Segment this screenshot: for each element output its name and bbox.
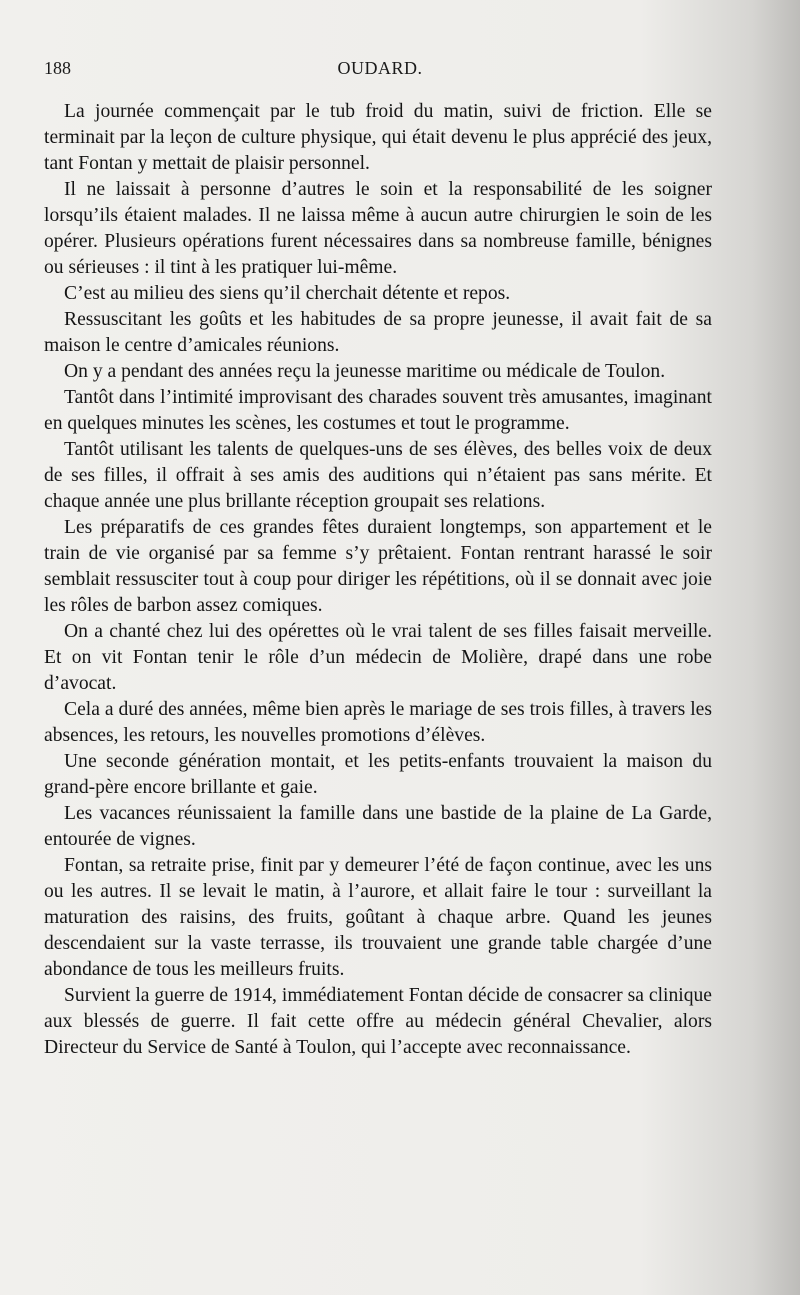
paragraph: Survient la guerre de 1914, immédiatement Fontan décide de consacrer sa clinique aux blessés de guerre. Il fait cette offre au médecin général Chevalier, alors Directeur du Service de Santé à Toulon, qui l’accepte avec reconnaissance. — [44, 985, 712, 1058]
paragraph: Une seconde génération montait, et les petits-enfants trouvaient la maison du grand-père encore brillante et gaie. — [44, 751, 712, 798]
paragraph: Fontan, sa retraite prise, finit par y demeurer l’été de façon continue, avec les uns ou les autres. Il se levait le matin, à l’aurore, et allait faire le tour : surveillant la maturation des raisins, des fruits, goûtant à chaque arbre. Quand les jeunes descendaient sur la vaste terrasse, ils trouvaient une grande table chargée d’une abondance de tous les meilleurs fruits. — [44, 855, 712, 980]
paragraph: Les vacances réunissaient la famille dans une bastide de la plaine de La Garde, entourée de vignes. — [44, 803, 712, 850]
paragraph: On a chanté chez lui des opérettes où le vrai talent de ses filles faisait merveille. Et on vit Fontan tenir le rôle d’un médecin de Molière, drapé dans une robe d’avocat. — [44, 621, 712, 694]
paragraph: La journée commençait par le tub froid du matin, suivi de friction. Elle se terminait par la leçon de culture physique, qui était devenu le plus apprécié des jeux, tant Fontan y mettait de plaisir personnel. — [44, 101, 712, 174]
paragraph: Tantôt utilisant les talents de quelques-uns de ses élèves, des belles voix de deux de ses filles, il offrait à ses amis des auditions qui n’étaient pas sans mérite. Et chaque année une plus brillante réception groupait ses relations. — [44, 439, 712, 512]
page-header — [44, 58, 716, 88]
page-number: 188 — [44, 58, 71, 78]
paragraph: Il ne laissait à personne d’autres le soin et la responsabilité de les soigner lorsqu’ils étaient malades. Il ne laissa même à aucun autre chirurgien le soin de les opérer. Plusieurs opérations furent nécessaires dans sa nombreuse famille, bénignes ou sérieuses : il tint à les pratiquer lui-même. — [44, 179, 712, 278]
body-text — [44, 99, 712, 1061]
paragraph: Ressuscitant les goûts et les habitudes de sa propre jeunesse, il avait fait de sa maison le centre d’amicales réunions. — [44, 309, 712, 356]
paragraph: C’est au milieu des siens qu’il cherchait détente et repos. — [64, 283, 511, 304]
paragraph: Cela a duré des années, même bien après le mariage de ses trois filles, à travers les absences, les retours, les nouvelles promotions d’élèves. — [44, 699, 712, 746]
paragraph: Les préparatifs de ces grandes fêtes duraient longtemps, son appartement et le train de vie organisé par sa femme s’y prêtaient. Fontan rentrant harassé le soir semblait ressusciter tout à coup pour diriger les répétitions, où il se donnait avec joie les rôles de barbon assez comiques. — [44, 517, 712, 616]
running-title: OUDARD. — [337, 58, 423, 78]
paragraph: On y a pendant des années reçu la jeunesse maritime ou médicale de Toulon. — [64, 361, 666, 382]
paragraph: Tantôt dans l’intimité improvisant des charades souvent très amusantes, imaginant en quelques minutes les scènes, les costumes et tout le programme. — [44, 387, 712, 434]
